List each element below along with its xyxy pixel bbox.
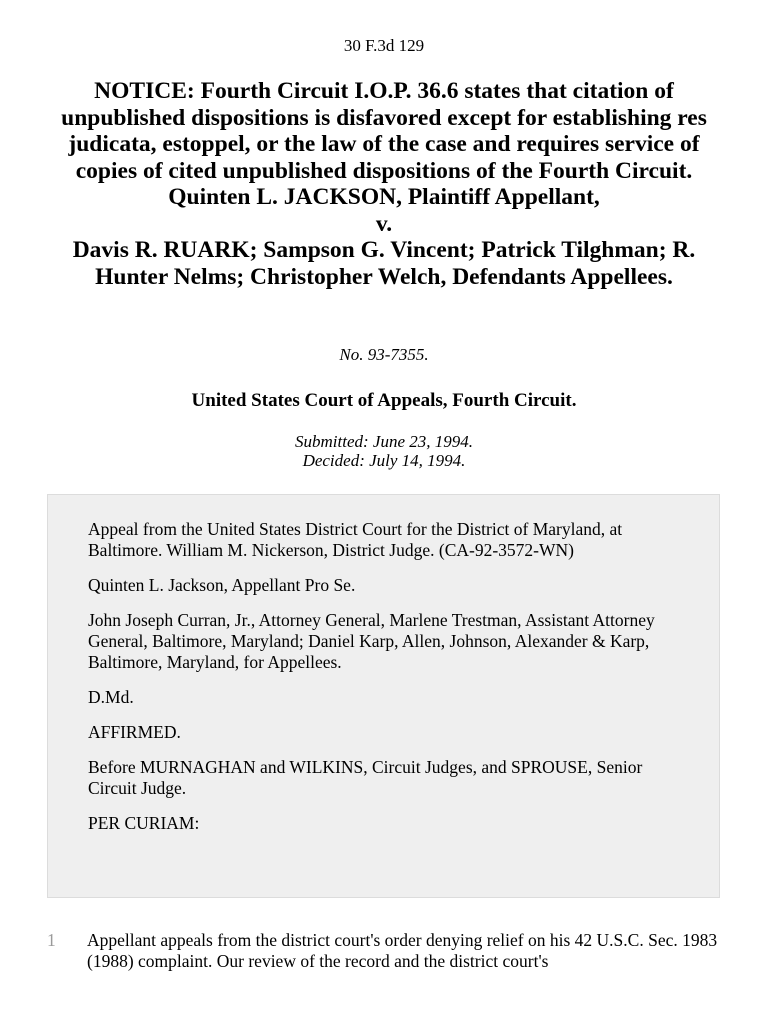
case-citation: 30 F.3d 129 [343,36,425,55]
submitted-date: Submitted: June 23, 1994. [295,432,473,451]
case-info-box [47,494,720,898]
disposition-text: AFFIRMED. [88,722,181,742]
appeal-from-text: Appeal from the United States District Court for the District of Maryland, at Baltimore. William M. Nickerson, District Judge. (CA-92-3572-WN) [88,519,623,560]
case-info-content [88,519,688,848]
counsel-text: John Joseph Curran, Jr., Attorney General, Marlene Trestman, Assistant Attorney General, Baltimore, Maryland; Daniel Karp, Allen, Johnson, Alexander & Karp, Baltimore, Maryland, for Appellees. [88,610,655,672]
paragraph-text: Appellant appeals from the district court's order denying relief on his 42 U.S.C. Sec. 1983 (1988) complaint. Our review of the record and the district court's [87,930,718,971]
panel-text: Before MURNAGHAN and WILKINS, Circuit Judges, and SPROUSE, Senior Circuit Judge. [88,757,643,798]
plaintiff-line: Quinten L. JACKSON, Plaintiff Appellant, [168,184,600,210]
decided-date: Decided: July 14, 1994. [302,451,466,470]
case-dates [0,432,768,470]
court-name: United States Court of Appeals, Fourth Circuit. [191,390,577,411]
paragraph-number: 1 [47,930,56,950]
notice-text: NOTICE: Fourth Circuit I.O.P. 36.6 states that citation of unpublished dispositions is disfavored except for establishing res judicata, estoppel, or the law of the case and requires service of copies of cited unpublished dispositions of the Fourth Circuit. [61,78,707,184]
case-heading [40,78,728,290]
defendants-line: Davis R. RUARK; Sampson G. Vincent; Patrick Tilghman; R. Hunter Nelms; Christopher Welch, Defendants Appellees. [72,237,696,290]
appellant-text: Quinten L. Jackson, Appellant Pro Se. [88,575,356,595]
docket-number: No. 93-7355. [339,345,429,364]
versus-line: v. [375,210,393,237]
district-text: D.Md. [88,687,134,707]
per-curiam-text: PER CURIAM: [88,813,200,833]
